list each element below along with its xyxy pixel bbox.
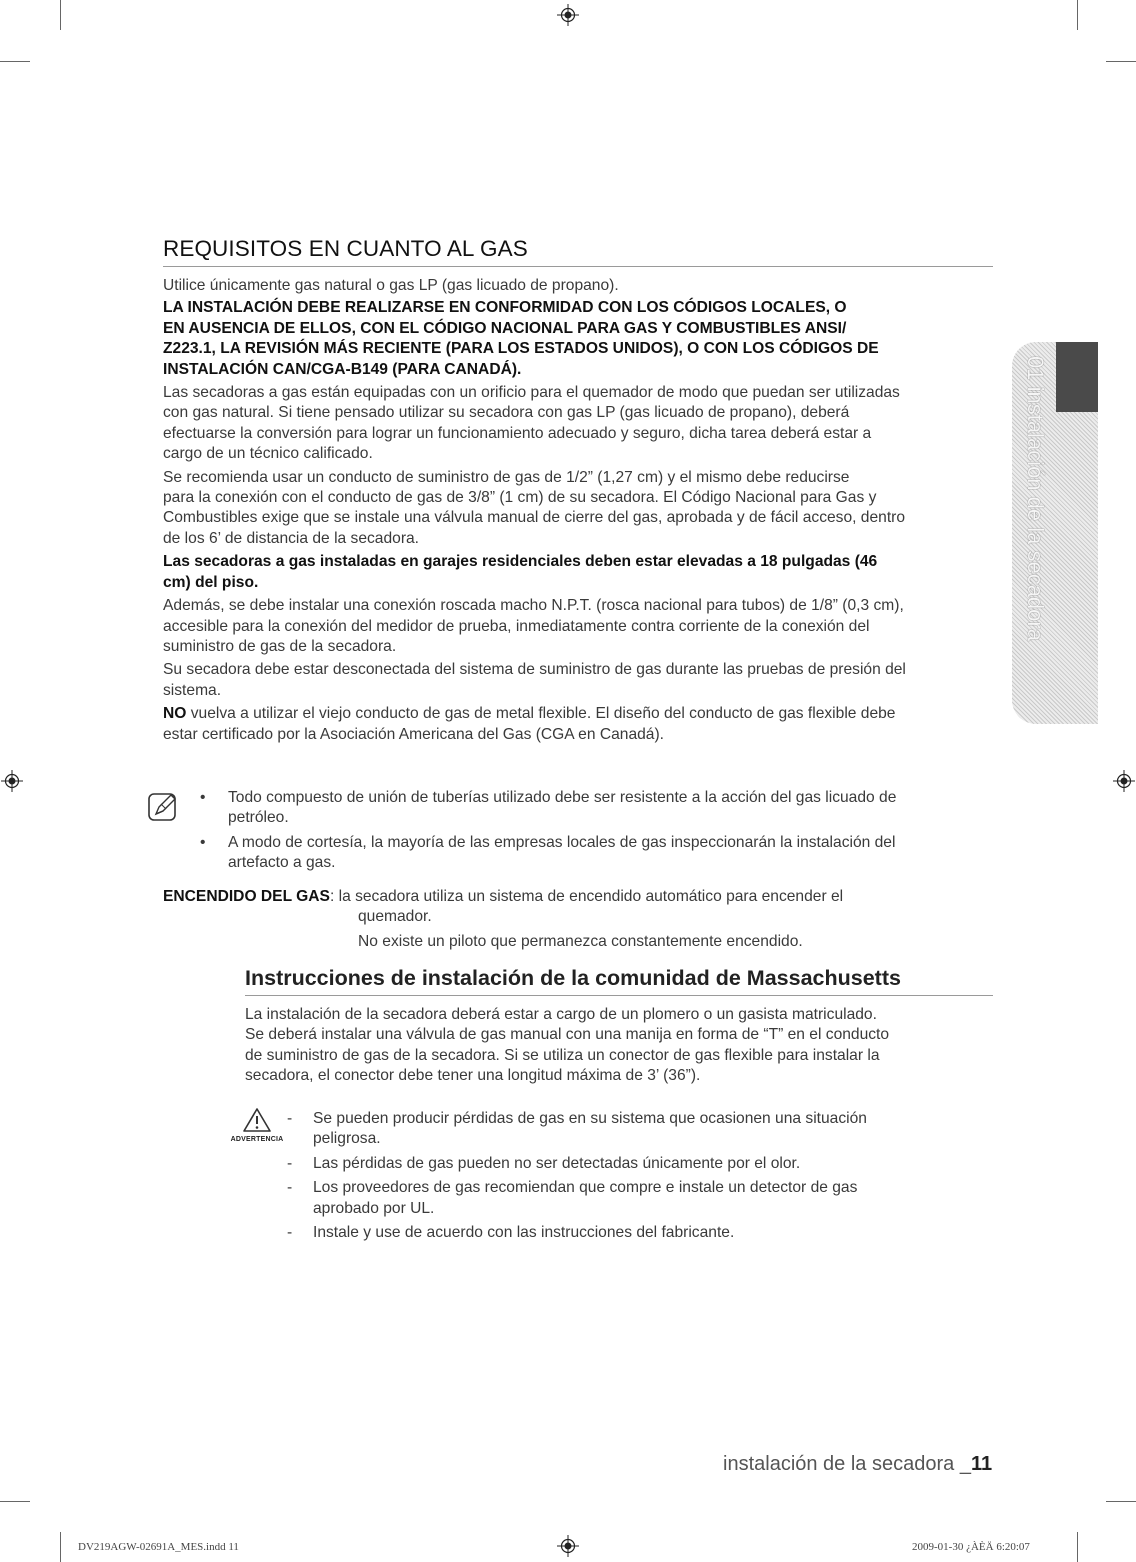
note-line: Todo compuesto de unión de tuberías utilizado debe ser resistente a la acción del gas licuado de — [228, 789, 897, 806]
ignition-block — [163, 887, 993, 952]
code-notice-line: EN AUSENCIA DE ELLOS, CON EL CÓDIGO NACIONAL PARA GAS Y COMBUSTIBLES ANSI/ — [163, 319, 847, 337]
bullet-dot: • — [200, 789, 206, 806]
paragraph-line: Combustibles exige que se instale una válvula manual de cierre del gas, aprobada y de fácil acceso, dentro — [163, 509, 906, 527]
ignition-line — [163, 887, 993, 907]
note-line: artefacto a gas. — [228, 854, 336, 872]
code-notice — [163, 298, 1003, 380]
dash-marker: - — [287, 1110, 293, 1127]
ignition-line: quemador. — [358, 908, 432, 926]
warning-line: Los proveedores de gas recomiendan que compre e instale un detector de gas — [313, 1179, 858, 1197]
print-slug-file: DV219AGW-02691A_MES.indd 11 — [78, 1541, 239, 1553]
ignition-text: : la secadora utiliza un sistema de encendido automático para encender el — [329, 888, 844, 905]
crop-mark — [60, 0, 61, 30]
crop-mark — [0, 61, 30, 62]
warning-badge — [225, 1107, 289, 1143]
chapter-side-tab-marker — [1056, 342, 1098, 412]
registration-mark-icon — [1, 770, 23, 792]
warning-line: aprobado por UL. — [313, 1199, 435, 1217]
warning-item — [287, 1154, 1007, 1174]
crop-mark — [1106, 1501, 1136, 1502]
notes-list — [200, 788, 990, 874]
code-notice-line: LA INSTALACIÓN DEBE REALIZARSE EN CONFORMIDAD CON LOS CÓDIGOS LOCALES, O — [163, 299, 847, 317]
note-item — [200, 788, 990, 829]
chapter-side-tab-label: 01 instalación de la secadora — [1023, 356, 1048, 641]
warning-line: peligrosa. — [313, 1130, 381, 1148]
crop-mark — [60, 1532, 61, 1562]
note-line: petróleo. — [228, 809, 289, 827]
pipe-paragraph — [163, 468, 1003, 550]
garage-notice-line: cm) del piso. — [163, 573, 259, 591]
ignition-label: ENCENDIDO DEL GAS — [163, 888, 330, 905]
page-footer — [723, 1453, 992, 1476]
warning-label: ADVERTENCIA — [230, 1136, 284, 1143]
note-pencil-icon — [147, 790, 181, 824]
print-slug-timestamp: 2009-01-30 ¿ÀÈÄ 6:20:07 — [912, 1541, 1030, 1553]
warning-triangle-icon — [242, 1107, 272, 1133]
paragraph-line: Su secadora debe estar desconectada del sistema de suministro de gas durante las pruebas de presión del — [163, 661, 906, 679]
warning-item — [287, 1109, 1007, 1150]
paragraph-line: Además, se debe instalar una conexión roscada macho N.P.T. (rosca nacional para tubos) de 1/8” (0,3 cm), — [163, 597, 904, 615]
warning-item — [287, 1178, 1007, 1219]
paragraph-line: accesible para la conexión del medidor de prueba, inmediatamente contra corriente de la conexión del — [163, 617, 870, 635]
paragraph-line: Se recomienda usar un conducto de suministro de gas de 1/2” (1,27 cm) y el mismo debe reducirse — [163, 468, 850, 486]
disconnect-paragraph — [163, 660, 1003, 701]
crop-mark — [1077, 1532, 1078, 1562]
dash-marker: - — [287, 1179, 293, 1197]
page-number: 11 — [970, 1453, 993, 1475]
note-item — [200, 833, 990, 874]
paragraph-line — [163, 704, 1003, 724]
registration-mark-icon — [557, 4, 579, 26]
dash-marker: - — [287, 1154, 293, 1172]
ignition-line: No existe un piloto que permanezca constantemente encendido. — [358, 932, 803, 950]
paragraph-line: secadora, el conector debe tener una longitud máxima de 3’ (36”). — [245, 1067, 701, 1085]
crop-mark — [1077, 0, 1078, 30]
paragraph-line: Se deberá instalar una válvula de gas manual con una manija en forma de “T” en el conducto — [245, 1026, 890, 1044]
warning-list — [287, 1109, 1007, 1243]
warning-line: Se pueden producir pérdidas de gas en su sistema que ocasionen una situación — [313, 1110, 867, 1127]
paragraph-line: La instalación de la secadora deberá estar a cargo de un plomero o un gasista matriculado. — [245, 1006, 877, 1023]
flex-paragraph — [163, 704, 1003, 745]
warning-item — [287, 1223, 1007, 1243]
paragraph-line-text: vuelva a utilizar el viejo conducto de gas de metal flexible. El diseño del conducto de gas flexible debe — [186, 705, 896, 723]
warning-line: Instale y use de acuerdo con las instrucciones del fabricante. — [313, 1224, 735, 1242]
orifice-paragraph — [163, 383, 1003, 465]
garage-notice-line: Las secadoras a gas instaladas en garajes residenciales deben estar elevadas a 18 pulgadas (46 — [163, 553, 878, 571]
paragraph-line: suministro de gas de la secadora. — [163, 637, 397, 655]
paragraph-line: de los 6’ de distancia de la secadora. — [163, 529, 420, 547]
garage-notice — [163, 552, 1003, 593]
registration-mark-icon — [557, 1535, 579, 1557]
code-notice-line: Z223.1, LA REVISIÓN MÁS RECIENTE (PARA LOS ESTADOS UNIDOS), O CON LOS CÓDIGOS DE — [163, 340, 879, 358]
bullet-dot: • — [200, 833, 206, 851]
paragraph-line: cargo de un técnico calificado. — [163, 445, 373, 463]
dash-marker: - — [287, 1224, 293, 1242]
no-emphasis: NO — [163, 705, 187, 723]
massachusetts-rule — [245, 995, 993, 996]
massachusetts-title: Instrucciones de instalación de la comunidad de Massachusetts — [245, 966, 901, 990]
registration-mark-icon — [1113, 770, 1135, 792]
code-notice-line: INSTALACIÓN CAN/CGA-B149 (PARA CANADÁ). — [163, 360, 522, 378]
paragraph-line: con gas natural. Si tiene pensado utilizar su secadora con gas LP (gas licuado de propano), deberá — [163, 404, 850, 422]
intro-text: Utilice únicamente gas natural o gas LP (gas licuado de propano). — [163, 277, 619, 294]
paragraph-line: estar certificado por la Asociación Americana del Gas (CGA en Canadá). — [163, 725, 664, 743]
npt-paragraph — [163, 596, 1003, 657]
paragraph-line: Las secadoras a gas están equipadas con un orificio para el quemador de modo que puedan ser utilizadas — [163, 384, 900, 402]
crop-mark — [0, 1501, 30, 1502]
footer-label: instalación de la secadora _ — [723, 1453, 971, 1475]
paragraph-line: para la conexión con el conducto de gas de 3/8” (1 cm) de su secadora. El Código Nacional para Gas y — [163, 489, 877, 507]
note-line: A modo de cortesía, la mayoría de las empresas locales de gas inspeccionarán la instalación del — [228, 833, 896, 851]
paragraph-line: de suministro de gas de la secadora. Si se utiliza un conector de gas flexible para instalar la — [245, 1046, 880, 1064]
section-title: REQUISITOS EN CUANTO AL GAS — [163, 236, 528, 261]
massachusetts-body — [245, 1005, 995, 1087]
crop-mark — [1106, 61, 1136, 62]
warning-line: Las pérdidas de gas pueden no ser detectadas únicamente por el olor. — [313, 1154, 801, 1172]
title-rule — [163, 266, 993, 267]
paragraph-line: efectuarse la conversión para lograr un funcionamiento adecuado y seguro, dicha tarea deberá estar a — [163, 424, 872, 442]
main-content — [163, 276, 1003, 745]
paragraph-line: sistema. — [163, 681, 222, 699]
